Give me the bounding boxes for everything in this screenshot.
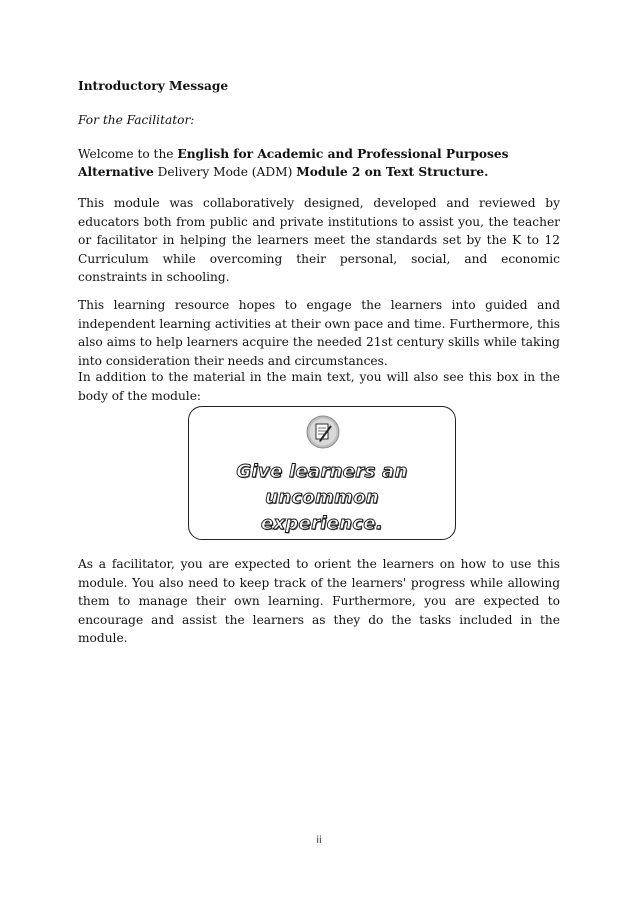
facilitator-note-box — [188, 406, 456, 540]
paragraph-module-purpose: This module was collaboratively designed, developed and reviewed by educators both from public and private institutions to assist you, the teacher or facilitator in helping the learners meet the standards set by the K to 12 Curriculum while overcoming their personal, social, and economic constraints in schooling. — [78, 196, 560, 285]
module-title: Module 2 on Text Structure. — [296, 164, 489, 179]
notepad-pencil-icon — [306, 415, 340, 449]
welcome-prefix: Welcome to the — [78, 147, 178, 161]
course-title: English for Academic and Professional Purposes Alternative — [78, 147, 509, 179]
welcome-paragraph — [78, 146, 560, 181]
callout-text — [189, 459, 455, 537]
callout-text-line-1: Give learners an uncommon — [236, 461, 408, 508]
callout-text-line-2: experience. — [261, 513, 383, 534]
paragraph-box-intro: In addition to the material in the main text, you will also see this box in the body of the module: — [78, 370, 560, 403]
paragraph-facilitator-role: As a facilitator, you are expected to orient the learners on how to use this module. You also need to keep track of the learners' progress while allowing them to manage their own learning. Furthermore, you are expected to encourage and assist the learners as they do the tasks included in the module. — [78, 557, 560, 646]
page-number: ii — [316, 835, 322, 846]
paragraph-learning-resource: This learning resource hopes to engage the learners into guided and independent learning activities at their own pace and time. Furthermore, this also aims to help learners acquire the needed 21st century skills while taking into consideration their needs and circumstances. — [78, 298, 560, 368]
page-title: Introductory Message — [78, 79, 229, 93]
welcome-middle: Delivery Mode (ADM) — [153, 164, 297, 179]
subheading: For the Facilitator: — [78, 113, 195, 127]
